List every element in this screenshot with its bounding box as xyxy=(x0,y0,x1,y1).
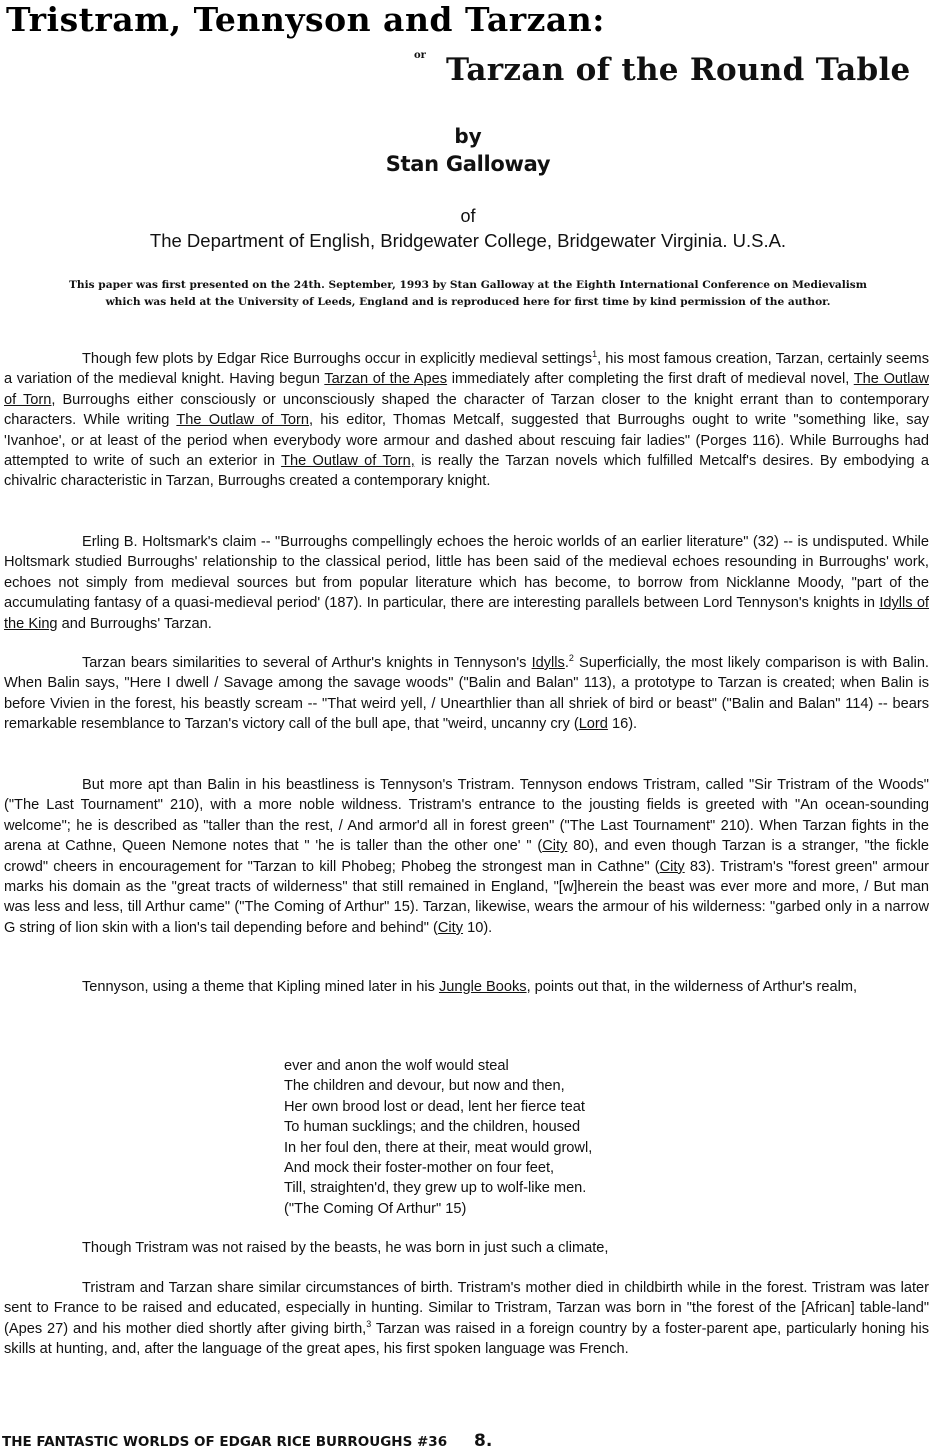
paragraph-3: Tarzan bears similarities to several of Arthur's knights in Tennyson's Idylls.$^2$ Superficially, the most likely comparison is with Balin. When Balin says, "Here I dwell / Savage among the savage woods" ("Balin and Balan" 113), a prototype to Tarzan is created; when Balin is before Vivien in the forest, his beastly scream -- "That weird yell, / Unearthlier than all shriek of bird or beast" ("Balin and Balan" 114) -- bears remarkable resemblance to Tarzan's victory call of the bull ape, that "weird, uncanny cry (Lord 16). xyxy=(4,653,929,733)
paragraph-4: But more apt than Balin in his beastliness is Tennyson's Tristram. Tennyson endows Tristram, called "Sir Tristram of the Woods" ("The Last Tournament" 210), with a more noble wildness. Tristram's entrance to the jousting fields is greeted with "An ocean-sounding welcome"; he is described as "taller than the rest, / And armor'd all in forest green" ("The Last Tournament" 210). When Tarzan fights in the arena at Cathne, Queen Nemone notes that " 'he is taller than the other one' " (City 80), and even though Tarzan is a stranger, "the fickle crowd" cheers in encouragement for "Tarzan to kill Phobeg; Phobeg the strongest man in Cathne" (City 83). Tristram's "forest green" armour marks his domain as the "great tracts of wilderness" that still remained in England, "[w]herein the beast was ever more and more, / But man was less and less, till Arthur came" ("The Coming of Arthur" 15). Tarzan, likewise, wears the armour of his wilderness: "garbed only in a narrow G string of lion skin with a lion's tail depending before and behind" (City 10). xyxy=(4,777,929,936)
affiliation-department: The Department of English, Bridgewater College, Bridgewater Virginia. U.S.A. xyxy=(149,230,787,251)
title-ref: Idylls of the King xyxy=(4,595,929,632)
poem-quotation xyxy=(284,1056,592,1219)
note-line-2: which was held at the University of Leeds, England and is reproduced here for first time by kind permission of the author. xyxy=(105,296,831,308)
paragraph-1: Though few plots by Edgar Rice Burroughs occur in explicitly medieval settings$^1$, his most famous creation, Tarzan, certainly seems a variation of the medieval knight. Having begun Tarzan of the Apes immediately after completing the first draft of medieval novel, The Outlaw of Torn, Burroughs either consciously or unconsciously shaped the character of Tarzan closer to the knight errant than to contemporary characters. While writing The Outlaw of Torn, his editor, Thomas Metcalf, suggested that Burroughs ought to write "something like, say 'Ivanhoe', or at least of the period when everybody wore armour and dashed about rescuing fair ladies" (Porges 116). While Burroughs had attempted to write of such an exterior in The Outlaw of Torn, is really the Tarzan novels which fulfilled Metcalf's desires. By embodying a chivalric characteristic in Tarzan, Burroughs created a contemporary knight. xyxy=(4,349,930,490)
title-ref: City xyxy=(437,919,464,936)
poem-line: To human sucklings; and the children, housed xyxy=(284,1119,581,1136)
title-ref: City xyxy=(542,838,568,855)
poem-line: Till, straighten'd, they grew up to wolf-like men. xyxy=(284,1180,587,1197)
poem-line: And mock their foster-mother on four feet, xyxy=(284,1159,555,1176)
poem-line: ever and anon the wolf would steal xyxy=(284,1058,509,1074)
poem-citation: ("The Coming Of Arthur" 15) xyxy=(284,1200,467,1217)
poem-line: Her own brood lost or dead, lent her fierce teat xyxy=(284,1098,585,1115)
paragraph-6: Though Tristram was not raised by the beasts, he was born in just such a climate, xyxy=(82,1240,609,1256)
title-ref: Jungle Books xyxy=(438,979,527,995)
title-ref: Lord xyxy=(578,716,608,733)
title-ref: The Outlaw of Torn xyxy=(176,412,309,429)
poem-line: In her foul den, there at their, meat would growl, xyxy=(284,1139,593,1156)
title-ref: The Outlaw of Torn, xyxy=(281,453,415,470)
affiliation-of: of xyxy=(460,206,476,226)
author-name: Stan Galloway xyxy=(385,152,551,176)
footnote-ref-2: 2 xyxy=(568,653,574,664)
paragraph-7: Tristram and Tarzan share similar circumstances of birth. Tristram's mother died in childbirth while in the forest. Tristram was later sent to France to be raised and educated, especially in hunting. Similar to Tristram, Tarzan was born in "the forest of the [African] table-land" (Apes 27) and his mother died shortly after giving birth,$^3$ Tarzan was raised in a foreign country by a foster-parent ape, particularly honing his skills at hunting, and, after the language of the great apes, his first spoken language was French. xyxy=(4,1280,930,1358)
footer-magazine-title: THE FANTASTIC WORLDS OF EDGAR RICE BURROUGHS #36 xyxy=(2,1434,448,1450)
title-ref: Tarzan of the Apes xyxy=(324,371,448,388)
poem-line: The children and devour, but now and then, xyxy=(284,1078,565,1095)
title-line-1: Tristram, Tennyson and Tarzan: xyxy=(6,0,605,39)
footer-page-number: 8. xyxy=(474,1431,493,1451)
footnote-ref-1: 1 xyxy=(592,349,598,360)
title-ref: Idylls xyxy=(531,655,565,671)
paragraph-5: Tennyson, using a theme that Kipling mined later in his Jungle Books, points out that, in the wilderness of Arthur's realm, xyxy=(82,979,858,995)
paragraph-2: Erling B. Holtsmark's claim -- "Burroughs compellingly echoes the heroic worlds of an earlier literature" (32) -- is undisputed. While Holtsmark studied Burroughs' relationship to the classical period, little has been said of the medieval echoes resounding in Burroughs' work, echoes not simply from medieval sources but from popular literature which has become, to borrow from Nicklanne Moody, "part of the accumulating fantasy of a quasi-medieval period' (187). In particular, there are interesting parallels between Lord Tennyson's knights in Idylls of the King and Burroughs' Tarzan. xyxy=(4,534,929,632)
title-or: or xyxy=(414,50,426,61)
note-line-1: This paper was first presented on the 24th. September, 1993 by Stan Galloway at the Eighth International Conference on Medievalism xyxy=(69,279,867,291)
title-ref: City xyxy=(659,858,685,875)
footnote-ref-3: 3 xyxy=(366,1318,372,1329)
title-ref: The Outlaw of Torn, xyxy=(4,371,929,408)
byline-by: by xyxy=(454,124,482,148)
presentation-note xyxy=(20,277,916,311)
title-line-2: Tarzan of the Round Table xyxy=(446,52,911,88)
